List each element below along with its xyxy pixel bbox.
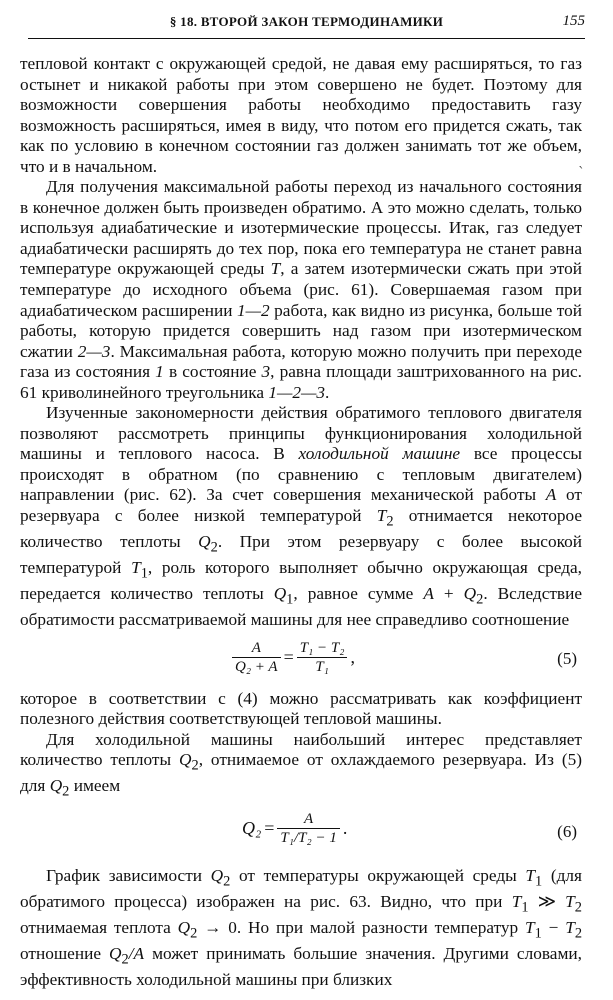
eq6-fraction: $\frac{A}{\text{T₁/T₂ − 1}}$ bbox=[277, 810, 339, 847]
margin-mark: ˋ bbox=[578, 165, 585, 181]
equation-6-number: (6) bbox=[557, 822, 577, 842]
paragraph-3: Изученные закономерности действия обратимого теплового двигателя позволяют рассмотреть принципы функционирования холодильной машины и теплового насоса. В холодильной машине все процессы происходят в обратном (по сравнению с тепловым двигателем) направлении (рис. 62). За счет совершения механической работы A от резервуара с более низкой температурой $T_2$ отнимается некоторое количество теплоты $Q_2$. При этом резервуару с более высокой температурой $T_1$, роль которого выполняет обычно окружающая среда, передается количество теплоты $Q_1$, равное сумме $A + Q_2$. Вследствие обратимости рассматриваемой машины для нее справедливо соотношение bbox=[20, 403, 583, 630]
term-refrigerator: холодильной машине bbox=[298, 444, 461, 464]
paragraph-1: тепловой контакт с окружающей средой, не давая ему расширяться, то газ остынет и никакой работы при этом совершено не будет. Поэтому для возможности совершения работы необходимо предоставить газу возможность расширяться, имея в виду, что потом его придется сжать, так как по условию в конечном состоянии газ должен занимать тот же объем, что и в начальном. bbox=[20, 54, 582, 176]
paragraph-6: График зависимости $Q_2$ от температуры окружающей среды $T_1$ (для обратимого процесса) изображен на рис. 63. Видно, что при $T_1$ ≫ $T_2$ отнимаемая теплота $Q_2 \to 0$. Но при малой разности температур $T_1 - T_2$ отношение $Q_2/A$ может принимать большие значения. Другими словами, эффективность холодильной машины при близких bbox=[20, 866, 583, 990]
eq5-rhs-fraction: $\frac{\text{T₁ − T₂}}{\text{T₁}}$ bbox=[297, 639, 348, 676]
running-title: § 18. ВТОРОЙ ЗАКОН ТЕРМОДИНАМИКИ bbox=[169, 14, 444, 29]
paragraph-2: Для получения максимальной работы переход из начального состояния в конечное должен быть произведен обратимо. А это можно сделать, только используя адиабатические и изотермические процессы. Итак, газ следует адиабатически расширять до тех пор, пока его температура не станет равна температуре окружающей среды T, а затем изотермически сжать при этой температуре до исходного объема (рис. 61). Совершаемая газом при адиабатическом расширении 1—2 работа, как видно из рисунка, больше той работы, которую придется совершить над газом при изотермическом сжатии 2—3. Максимальная работа, которую можно получить при переходе газа из состояния 1 в состояние 3, равна площади заштрихованного на рис. 61 криволинейного треугольника 1—2—3. bbox=[20, 177, 583, 402]
equation-5-number: (5) bbox=[557, 648, 577, 668]
page-header bbox=[0, 0, 613, 44]
eq5-lhs-fraction: $\frac{A}{\text{Q₂ + A}}$ bbox=[232, 639, 281, 676]
page-body bbox=[20, 54, 582, 991]
equation-6: Q₂ = $\frac{A}{\text{T₁/T₂ − 1}}$ . (6) bbox=[242, 811, 577, 847]
header-rule bbox=[28, 38, 585, 39]
equation-5: $\frac{A}{\text{Q₂ + A}}$ = $\frac{\text{T₁ − T₂}}{\text{T₁}}$ , (5) bbox=[20, 631, 582, 689]
paragraph-5: Для холодильной машины наибольший интерес представляет количество теплоты $Q_2$, отнимаемое от охлаждаемого резервуара. Из (5) для $Q_2$ имеем bbox=[20, 729, 583, 800]
paragraph-4: которое в соответствии с (4) можно рассматривать как коэффициент полезного действия соответствующей тепловой машины. bbox=[20, 688, 582, 729]
page-number: 155 bbox=[562, 13, 585, 29]
